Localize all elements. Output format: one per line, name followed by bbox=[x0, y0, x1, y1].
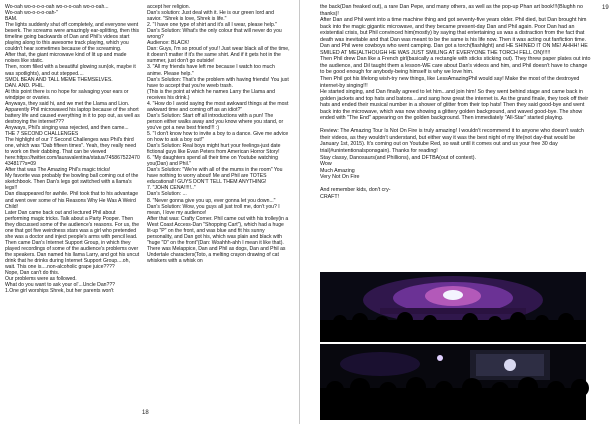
concert-crowd-photo bbox=[320, 344, 586, 420]
photo-icon bbox=[320, 344, 586, 420]
left-page-column-1: Wo-oah wo-o-o-o-oah wo-o-o-oah wo-o-oah... Wo-oah wo-o-o-o-oah-" BAM. The lights suddenly shut off completely, and everyone went beserk. The screams were amazingly ear-splitting, then this timeline going backwards of Dan and Phil's videos start playing along to this awesome track playing, which you couldn't hear sometimes because of the screaming. After that, the giant microwave kind of lit up and made noises like static. Then, room filled with a beautiful glowing sun(ok, maybe it was spotlights), and out stepped.... SMOL BEAN AND TALL MEME THEMSELVES. DAN. AND. PHIL. At this point there is no hope for salvaging your ears or windpipe or ovaries. Anyways, they said hi, and we met the Llama and Lion. Apparently Phil microwaved his laptop because of the short battery life and caused everything in it to pop out, as well as destroying the internet??? Anyways, Phil's singing was rejected, and then came... THE 7 SECOND CHALLENGES The highlight of our 7 Second Challenges was Phil's third one, which was "Dab fifteen times". Yeah, they really need to work on their dabbing. That can be viewed here:https://twitter.com/lauravalentina/status/745867522470434817?s=09 After that was The Amazing Phil's magic tricks! My favorite was probably the bowling ball coming out of the sketchbook. Then Dan's legs got switched with a llama's legs!! Dan disappeared for awhile. Phil took that to his advantage and went over some of his Reasons Why He Was A Weird Child! Later Dan came back out and lectured Phil about performing magic tricks. Talk about a Party Pooper. Then they discussed some of the audience's reasons. For us, the one that got five weirdness stars was a girl who pretended she was a doctor and inject people's arms with pencil lead. Then came Dan's Internet Support Group, in which they played recordings of some of the audience's problems over the speakers. Dan named his llama Larry, and got his uncut drink that he drinks during Internet Support Group....oh, wait. This one is....non-alcoholic grape juice???? Nope, Dan can't do this. Our problems were as followed. What do you want to ask your ol'...Uncle Dan??? 1.One girl worships Shrek, but her parents won't bbox=[5, 4, 140, 295]
photo-icon bbox=[320, 272, 586, 342]
left-page-column-2: accept her religion. Dan's solution: Just deal with it. He is our green lord and savior. "Shrek is love, Shrek is life." 2. "I have one type of shirt and it's all I wear, please help." Dan's Solution: What's the only colour that will never do you wrong? Audience: BLACK! Dan: Guys, I'm so proud of you!! Just wear black all of the time, it doesn't matter if it's the same shirt. And if it gets hot in the summer, just don't go outside! 3. "All my friends have left me because I watch too much anime. Please help." Dan's Solution: That's the problem with having friends! You just have to accept that you're weeb trash. (This is the point at which he names Larry the Llama and receives his drink.) 4. "How do I avoid saying the most awkward things at the most awkward time and coming off as an idiot?" Dan's Solution: Start off all introductions with a pun! The person either walks away and you know where you stand, or you've got a new best friend!!! :) 5. "I don't know how to invite a boy to a dance. Give me advice on how to ask a boy out!" Dan's Solution: Real boys might hurt your feelings-just date fictional guys like Evan Peters from American Horror Story! 6. "My daughters spend all their time on Youtube watching you(Dan) and Phil." Dan's Solution: "We're with all of the mums in the room" You have nothing to worry about! Me and Phil are TOTES educational!! GUYS DON'T TELL THEM ANYTHING! 7. "JOHN CENA!!!!!.." Dan's Solution: ... 8. "Never gonna give you up, ever gonna let you down..." Dan's Solution: Wow, you guys all just troll me, don't you? I mean, I love my audience! After that was: Crafty Corner. Phil came out with his trolley(in a West Coast Access-Dan "Shopping Cart"), which had a huge lit-up "P" on the front, and was blue and fit his sunny personality, and Dan got his, which was plain and black with "huge "D" on the front"(Dan: Woahhh-ahh I mean it like that). There was Melappice, Dan and Phil as dogs, Dan and Phil as Undertale characters(Toto, a melting crayon drawing of cat whiskers with a whisk on bbox=[147, 4, 290, 264]
right-page bbox=[300, 0, 609, 424]
concert-stage-photo bbox=[320, 272, 586, 342]
left-page bbox=[0, 0, 300, 424]
left-page-number: 18 bbox=[142, 410, 149, 416]
page-gutter bbox=[299, 0, 300, 424]
right-page-body-text: the back(Dan freaked out), a rare Dan Pepe, and many others, as well as the pop-up Phan art book!!!(Blughh no thanks)! After Dan and Phil went into a time machine thing and got seventy-five years older. Phil died, but Dan brought him back into the magic gigantic microwave, and they became present-day Dan and Phil again. Poor Dan had an existential crisis, but Phil convinced him(mostly) by saying that entertaining us was a distraction from the fact that death was inevitable and that Dan was meant to be the same is his life now. Then it was acting out fanfiction time. Dan and Phil were cowboys who went camping. Dan got a torch(flashlight) and HE SHINED IT ON ME! AHHH! HE SMILED AT ME(ALTHOUGH HE WAS JUST SMILING AT EVERYONE THE TORCH FELL ON)!!!!! Then Phil drew Dan like a French girl(basically a rectangle with sticks sticking out). They threw paper plates out into the audience, and Dil taught them a lesson-WE care about Dan's videos and him, and Phil doesn't have to change to be good enough for anybody-being himself is why we love him. Then Phil got his lifelong wish-try new things, like LessAmazingPhil would say! Make the most of the destroyed internet-by singing!!! He started singing, and Dan finally agreed to let him...and join him! So they went behind stage and came back in golden jackets and top hats and batons....and sang how great the internet is. As the grand finale, they took off their hats and ended their musical number in a shower of glitter from their top hats! Then they said good-bye and went back into the microwave, which was now showing a glittery golden background, and waved good-bye. The show ended with "The End" appearing on the golden background. Then immediately "All-Star" started playing. Review: The Amazing Tour Is Not On Fire is truly amazing! I wouldn't recommend it to anyone who doesn't watch their videos, as they wouldn't understand, but either way it was the best night of my life(not day-that would be January 1st, 2015). It's coming out on Youtube Red, so wait until it comes out and us your free 30 day trial(#unintentionalsponsgain). Thanks for reading! Stay classy, Danosaurs(and Phillions), and DFTBA(out of context). Wow Much Amazing Very Not On Fire And remember kids, don't cry- CRAFT! bbox=[320, 4, 591, 200]
right-page-number: 19 bbox=[602, 5, 609, 11]
